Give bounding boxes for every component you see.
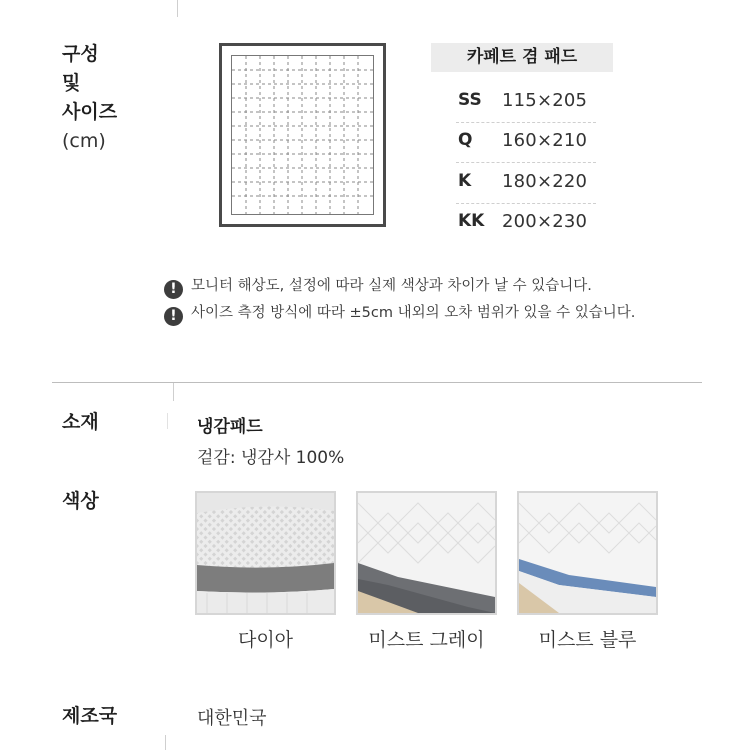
divider-bottom-vertical [165, 735, 166, 750]
color-name-diamond: 다이아 [237, 629, 294, 651]
color-swatch-diamond[interactable] [195, 491, 336, 615]
composition-label-line2: 및 [62, 72, 81, 94]
size-value: 160×210 [502, 130, 588, 151]
color-swatch-mist-blue[interactable] [517, 491, 658, 615]
origin-label: 제조국 [62, 705, 118, 727]
origin-value: 대한민국 [197, 708, 267, 729]
size-code: K [458, 171, 472, 191]
composition-label-line3: 사이즈 [62, 101, 118, 123]
diamond-pad-photo [197, 493, 334, 613]
size-code: Q [458, 130, 473, 150]
note-size-tolerance [164, 303, 635, 326]
color-label: 색상 [62, 490, 99, 512]
color-swatch-mist-gray[interactable] [356, 491, 497, 615]
warning-icon: ! [164, 280, 183, 299]
size-code: SS [458, 90, 482, 110]
pad-diagram [219, 43, 386, 227]
size-code: KK [458, 211, 485, 231]
composition-size-label [62, 40, 117, 156]
size-value: 115×205 [502, 90, 588, 111]
size-table-title: 카페트 겸 패드 [431, 43, 613, 72]
quilt-pattern-graphic [232, 56, 373, 214]
composition-label-unit: (cm) [62, 130, 106, 152]
material-title: 냉감패드 [197, 417, 263, 437]
composition-label-line1: 구성 [62, 43, 99, 65]
mist-blue-pad-photo [519, 493, 656, 613]
note-color-difference [164, 276, 592, 299]
material-description: 겉감: 냉감사 100% [197, 448, 345, 468]
divider-material-vertical [167, 413, 168, 429]
material-label: 소재 [62, 411, 99, 433]
size-value: 200×230 [502, 211, 588, 232]
pad-quilt-area [231, 55, 374, 215]
size-value: 180×220 [502, 171, 588, 192]
divider-mid-vertical [173, 383, 174, 401]
size-row-ss [456, 82, 596, 123]
size-row-q [456, 122, 596, 163]
note-text: 모니터 해상도, 설정에 따라 실제 색상과 차이가 날 수 있습니다. [191, 278, 592, 294]
size-row-kk [456, 203, 596, 243]
divider-top-vertical [177, 0, 178, 17]
note-text: 사이즈 측정 방식에 따라 ±5cm 내외의 오차 범위가 있을 수 있습니다. [191, 305, 636, 321]
size-row-k [456, 163, 596, 204]
mist-gray-pad-photo [358, 493, 495, 613]
warning-icon: ! [164, 307, 183, 326]
color-name-mist-blue: 미스트 블루 [538, 629, 637, 651]
color-name-mist-gray: 미스트 그레이 [368, 629, 485, 651]
section-divider [52, 382, 702, 383]
